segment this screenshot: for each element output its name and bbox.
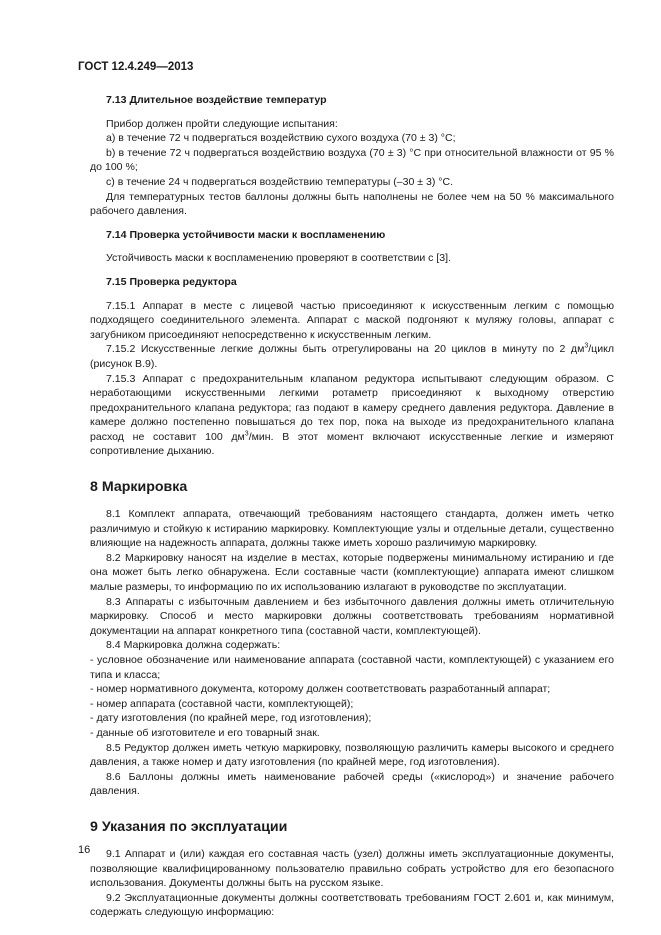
section-7-15-2-text-b: /цикл (рисунок В.9). [90, 343, 614, 370]
section-7-14-heading: 7.14 Проверка устойчивости маски к воспламенению [106, 228, 386, 241]
section-8-6: 8.6 Баллоны должны иметь наименование рабочей среды («кислород») и значение рабочего давления. [90, 770, 614, 798]
section-7-13-heading: 7.13 Длительное воздействие температур [106, 94, 327, 106]
section-7-13-item-b: b) в течение 72 ч подвергаться воздействию воздуха (70 ± 3) °С при относительной влажности от 95 % до 100 %; [90, 146, 614, 174]
section-7-15-3-text-b: /мин. В этот момент включают искусственные легкие и измеряют сопротивление дыханию. [90, 430, 615, 458]
section-7-13-intro: Прибор должен пройти следующие испытания: [106, 117, 338, 130]
list-item: - дату изготовления (по крайней мере, год изготовления); [90, 712, 372, 725]
section-9-heading: 9 Указания по эксплуатации [90, 818, 288, 835]
section-8-4: 8.4 Маркировка должна содержать: [106, 639, 281, 652]
page-body [90, 93, 614, 920]
page-number: 16 [78, 844, 91, 856]
list-item: - номер аппарата (составной части, комплектующей); [90, 697, 354, 710]
section-8-2: 8.2 Маркировку наносят на изделие в местах, которые подвержены минимальному истиранию и где она может быть легко обнаружена. Если составные части (комплектующие) аппарата имеют слишком малые размеры, то информацию по их использованию излагают в руководстве по эксплуатации. [90, 551, 614, 594]
section-7-15-3 [90, 372, 614, 460]
section-7-14-text: Устойчивость маски к воспламенению проверяют в соответствии с [3]. [106, 252, 452, 265]
section-7-13-item-a: a) в течение 72 ч подвергаться воздействию сухого воздуха (70 ± 3) °С; [106, 132, 456, 145]
section-7-13-item-c: c) в течение 24 ч подвергаться воздействию температуры (–30 ± 3) °С. [106, 175, 454, 188]
section-9-1: 9.1 Аппарат и (или) каждая его составная часть (узел) должны иметь эксплуатационные документы, позволяющие квалифицированному пользователю правильно собрать устройство для его безопасного использования. Документы должны быть на русском языке. [90, 847, 614, 890]
section-7-13-note: Для температурных тестов баллоны должны быть наполнены не более чем на 50 % максимального рабочего давления. [90, 190, 614, 218]
list-item: - данные об изготовителе и его товарный знак. [90, 726, 320, 739]
list-item: - условное обозначение или наименование аппарата (составной части, комплектующей) с указанием его типа и класса; [90, 654, 614, 681]
section-9-2: 9.2 Эксплуатационные документы должны соответствовать требованиям ГОСТ 2.601 и, как минимум, содержать следующую информацию: [90, 891, 614, 919]
section-8-1: 8.1 Комплект аппарата, отвечающий требованиям настоящего стандарта, должен иметь четко различимую и стойкую к истиранию маркировку. Комплектующие узлы и отдельные детали, существенно влияющие на надежность аппарата, должны также иметь хорошо различимую маркировку. [90, 508, 614, 550]
superscript: 3 [584, 342, 589, 350]
section-8-heading: 8 Маркировка [90, 479, 188, 496]
section-7-15-heading: 7.15 Проверка редуктора [106, 275, 237, 288]
section-7-15-1: 7.15.1 Аппарат в месте с лицевой частью присоединяют к искусственным легким с помощью подходящего соединительного элемента. Аппарат с маской подгоняют к муляжу головы, аппарат с загубником присоединяют непосредственно к искусственным легким. [90, 299, 614, 341]
list-item: - номер нормативного документа, которому должен соответствовать разработанный аппарат; [90, 683, 551, 696]
section-7-15-2 [90, 342, 614, 371]
section-8-5: 8.5 Редуктор должен иметь четкую маркировку, позволяющую различить камеры высокого и среднего давления, а также номер и дату изготовления (по крайней мере, год изготовления). [90, 741, 614, 769]
superscript: 3 [244, 430, 249, 438]
section-7-15-3-text-a: 7.15.3 Аппарат с предохранительным клапаном редуктора испытывают следующим образом. С неработающими искусственными легкими ротаметр присоединяют к выходному отверстию предохранительного клапана редуктора; газ подают в камеру среднего давления редуктора. Давление в камере должно постепенно повышаться до тех пор, пока на выходе из предохранительного клапана расход не составит 100 дм [90, 372, 614, 443]
document-header: ГОСТ 12.4.249—2013 [78, 61, 194, 73]
section-7-15-2-text-a: 7.15.2 Искусственные легкие должны быть отрегулированы на 20 циклов в минуту по 2 дм [106, 343, 585, 356]
section-8-3: 8.3 Аппараты с избыточным давлением и без избыточного давления должны иметь отличительную маркировку. Способ и место маркировки должны соответствовать требованиям нормативной документации на аппарат конкретного типа (составной части, комплектующей). [90, 595, 614, 637]
